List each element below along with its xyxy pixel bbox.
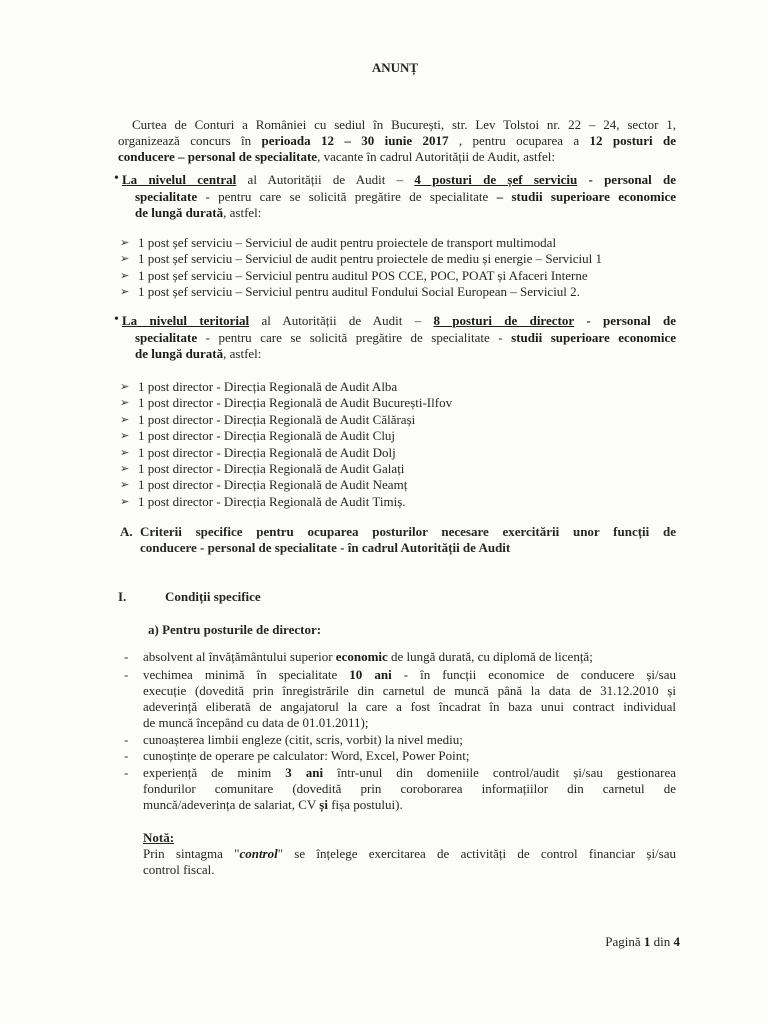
list-item: 1 post director - Direcția Regională de Audit Călărași [138,412,416,427]
requirement: absolvent al învățământului superior economic de lungă durată, cu diplomă de licență; [143,649,593,664]
text: de lungă durată [135,346,224,361]
central-line [135,205,261,221]
post-count: 4 posturi de șef serviciu [414,172,578,187]
arrow-bullet-icon: ➢ [120,478,130,491]
list-item: 1 post director - Direcția Regională de Audit Alba [138,379,398,394]
note-text: Prin sintagma "control" se înțelege exercitarea de activități de control financiar și/sau [143,846,676,861]
subsection-heading: a) Pentru posturile de director: [148,622,322,637]
territorial-line [122,313,676,329]
territorial-line [135,330,676,346]
list-item: 1 post director - Direcția Regională de Audit Dolj [138,445,396,460]
requirement: cunoașterea limbii engleze (citit, scris, vorbit) la nivel mediu; [143,732,463,747]
requirement: cunoștințe de operare pe calculator: Word, Excel, Power Point; [143,748,470,763]
text: – studii superioare economice [496,189,676,204]
text: specialitate [135,330,198,345]
section-label: A. [120,524,133,539]
intro-line [118,149,555,165]
document-title: ANUNȚ [371,60,419,75]
text: , astfel: [223,205,262,220]
text: - pentru care se solicită pregătire de specialitate [205,189,497,204]
intro-line: Curtea de Conturi a României cu sediul în București, str. Lev Tolstoi nr. 22 – 24, sector 1, [132,117,676,132]
text: , astfel: [223,346,262,361]
note-text: control fiscal. [143,862,215,877]
requirement: vechimea minimă în specialitate 10 ani - în funcții economice de conducere și/sau [143,667,676,682]
requirement: experiență de minim 3 ani într-unul din domeniile control/audit și/sau gestionarea [143,765,676,780]
dash-bullet: - [124,765,129,780]
heading: La nivelul central [122,172,237,187]
arrow-bullet-icon: ➢ [120,285,130,298]
list-item: 1 post director - Direcția Regională de Audit Timiș. [138,494,406,509]
list-item: 1 post șef serviciu – Serviciul pentru auditul Fondului Social European – Serviciul 2. [138,284,580,299]
period: perioada 12 – 30 iunie 2017 [261,133,449,148]
list-item: 1 post șef serviciu – Serviciul de audit pentru proiectele de transport multimodal [138,235,557,250]
arrow-bullet-icon: ➢ [120,236,130,249]
section-heading: Criterii specifice pentru ocuparea posturilor necesare exercitării unor funcții de [140,524,676,539]
bullet-icon: • [114,312,119,327]
list-item: 1 post director - Direcția Regională de Audit Cluj [138,428,396,443]
text: , pentru ocuparea a [458,133,590,148]
list-item: 1 post șef serviciu – Serviciul pentru auditul POS CCE, POC, POAT și Afaceri Interne [138,268,588,283]
post-count: 8 posturi de director [433,313,575,328]
page-number: Pagină 1 din 4 [605,934,680,949]
requirement-line: execuție (dovedită prin înregistrările din carnetul de muncă până la data de 31.12.2010 și [143,683,676,698]
arrow-bullet-icon: ➢ [120,380,130,393]
text: al Autorității de Audit – [261,313,434,328]
dash-bullet: - [124,667,129,682]
heading: La nivelul teritorial [122,313,250,328]
list-item: 1 post director - Direcția Regională de Audit Galați [138,461,405,476]
section-heading: Condiții specifice [165,589,261,604]
dash-bullet: - [124,649,129,664]
arrow-bullet-icon: ➢ [120,462,130,475]
arrow-bullet-icon: ➢ [120,396,130,409]
central-line [135,189,676,205]
text: , vacante în cadrul Autorității de Audit, astfel: [317,149,555,164]
arrow-bullet-icon: ➢ [120,269,130,282]
requirement-line: adeverință eliberată de angajatorul la care a fost încadrat în baza unui contract individual [143,699,676,714]
territorial-line [135,346,261,362]
text: - pentru care se solicită pregătire de specialitate - [205,330,512,345]
list-item: 1 post director - Direcția Regională de Audit București-Ilfov [138,395,453,410]
post-count: 12 posturi de [589,133,676,148]
requirement-line: muncă/adeverința de salariat, CV și fișa postului). [143,797,403,812]
intro-line [118,133,676,149]
arrow-bullet-icon: ➢ [120,495,130,508]
post-type: conducere – personal de specialitate [118,149,318,164]
section-label: I. [118,589,127,604]
text: al Autorității de Audit – [247,172,415,187]
arrow-bullet-icon: ➢ [120,413,130,426]
bullet-icon: • [114,171,119,186]
list-item: 1 post director - Direcția Regională de Audit Neamț [138,477,408,492]
arrow-bullet-icon: ➢ [120,429,130,442]
text: specialitate [135,189,198,204]
arrow-bullet-icon: ➢ [120,446,130,459]
text: de lungă durată [135,205,224,220]
requirement-line: fondurilor comunitare (dovedită prin coroborarea informațiilor din carnetul de [143,781,676,796]
text: studii superioare economice [511,330,676,345]
note-title: Notă: [143,830,175,845]
text: - personal de [588,172,676,187]
section-heading: conducere - personal de specialitate - în cadrul Autorității de Audit [140,540,511,555]
text: - personal de [586,313,676,328]
text: organizează concurs în [118,133,262,148]
dash-bullet: - [124,732,129,747]
requirement-line: de muncă începând cu data de 01.01.2011); [143,715,369,730]
dash-bullet: - [124,748,129,763]
central-line [122,172,676,188]
list-item: 1 post șef serviciu – Serviciul de audit pentru proiectele de mediu și energie – Serviciul 1 [138,251,603,266]
arrow-bullet-icon: ➢ [120,252,130,265]
